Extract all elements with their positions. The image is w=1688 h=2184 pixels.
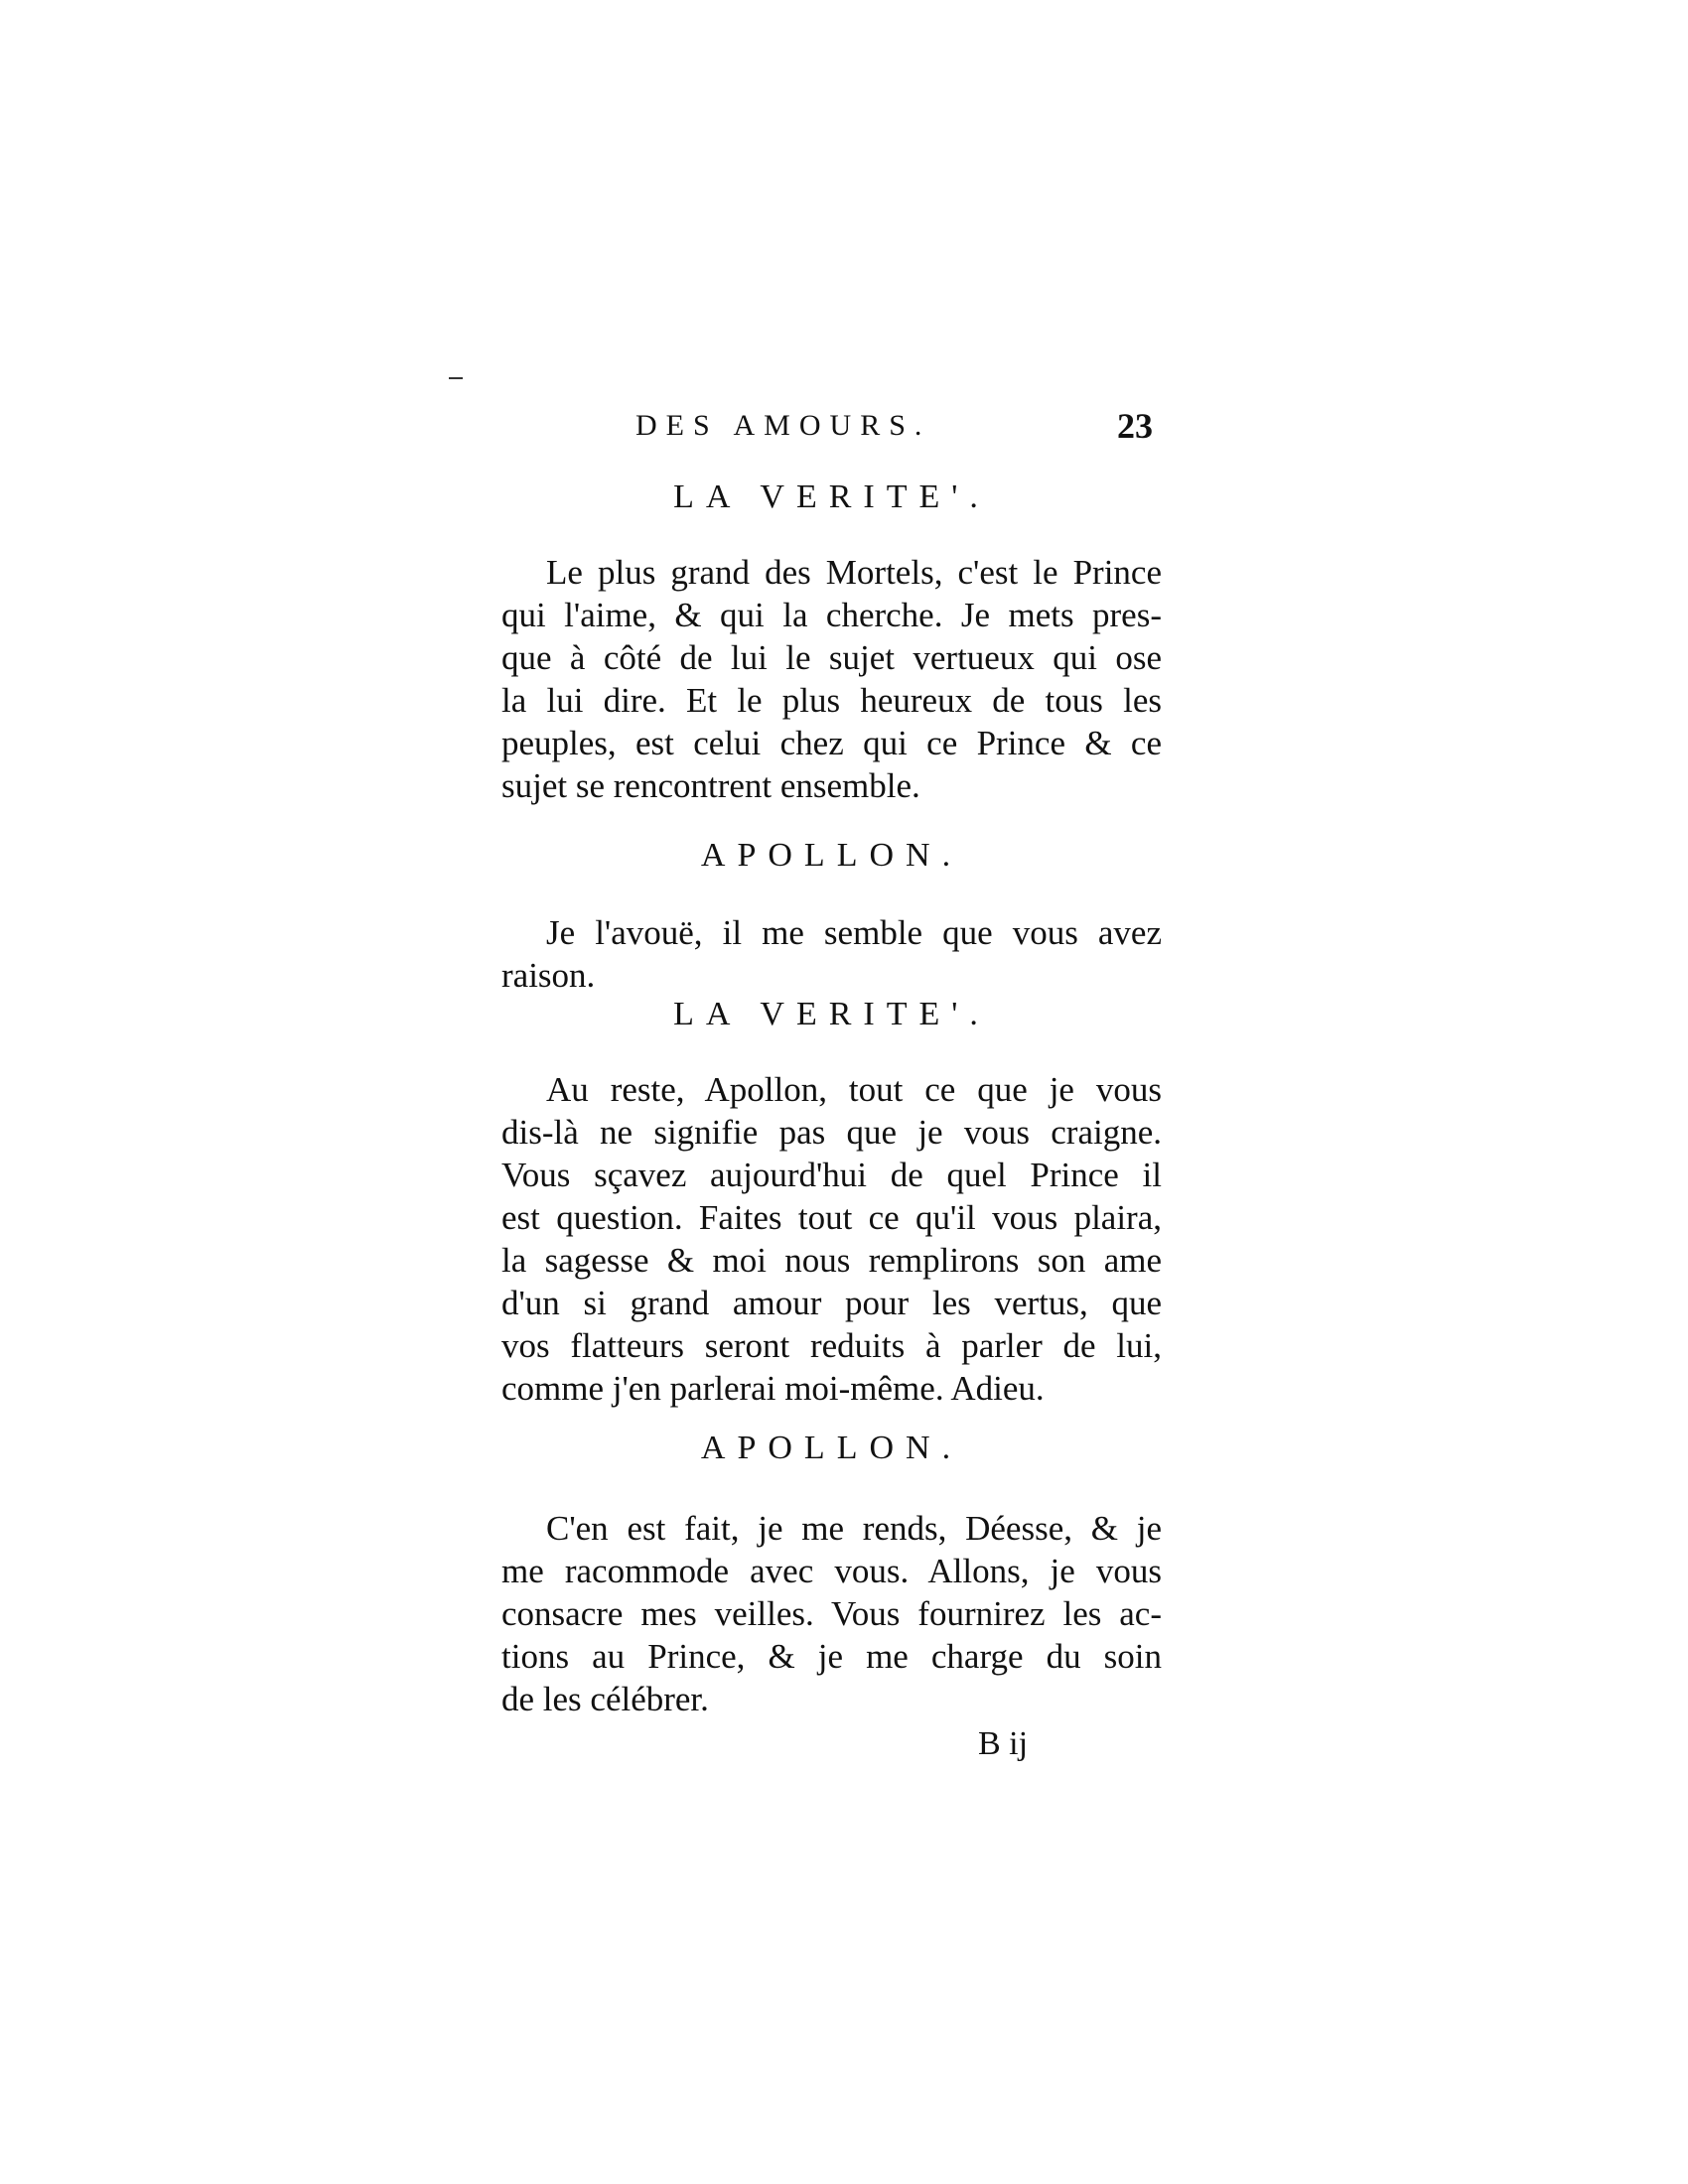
text-line: qui l'aime, & qui la cherche. Je mets pres- (501, 596, 1162, 634)
text-line: Vous sçavez aujourd'hui de quel Prince il (501, 1156, 1162, 1194)
text-line: sujet se rencontrent ensemble. (501, 766, 920, 805)
text-line: comme j'en parlerai moi-même. Adieu. (501, 1369, 1045, 1408)
speaker-heading: LA VERITE'. (673, 478, 990, 515)
text-line: vos flatteurs seront reduits à parler de lui, (501, 1326, 1162, 1365)
text-line: la sagesse & moi nous remplirons son ame (501, 1241, 1162, 1280)
text-line: d'un si grand amour pour les vertus, que (501, 1284, 1162, 1322)
text-line: dis-là ne signifie pas que je vous craigne. (501, 1113, 1162, 1152)
signature-mark: B ij (978, 1725, 1029, 1762)
text-line: me racommode avec vous. Allons, je vous (501, 1552, 1162, 1590)
text-line: C'en est fait, je me rends, Déesse, & je (546, 1509, 1162, 1548)
text-line: Le plus grand des Mortels, c'est le Prince (546, 553, 1162, 592)
text-line: peuples, est celui chez qui ce Prince & ce (501, 724, 1162, 762)
speaker-heading: APOLLON. (700, 837, 963, 874)
margin-mark (449, 377, 463, 379)
text-line: Je l'avouë, il me semble que vous avez (546, 913, 1162, 952)
text-line: raison. (501, 956, 596, 995)
speaker-heading: LA VERITE'. (673, 996, 990, 1032)
text-line: tions au Prince, & je me charge du soin (501, 1637, 1162, 1676)
page-number: 23 (1117, 406, 1153, 446)
text-line: est question. Faites tout ce qu'il vous plaira, (501, 1198, 1162, 1237)
text-line: la lui dire. Et le plus heureux de tous les (501, 681, 1162, 720)
text-line: Au reste, Apollon, tout ce que je vous (546, 1070, 1162, 1109)
text-line: consacre mes veilles. Vous fournirez les ac- (501, 1594, 1162, 1633)
speaker-heading: APOLLON. (700, 1430, 963, 1466)
text-line: de les célébrer. (501, 1680, 709, 1718)
text-line: que à côté de lui le sujet vertueux qui ose (501, 638, 1162, 677)
running-head: DES AMOURS. (635, 409, 931, 442)
